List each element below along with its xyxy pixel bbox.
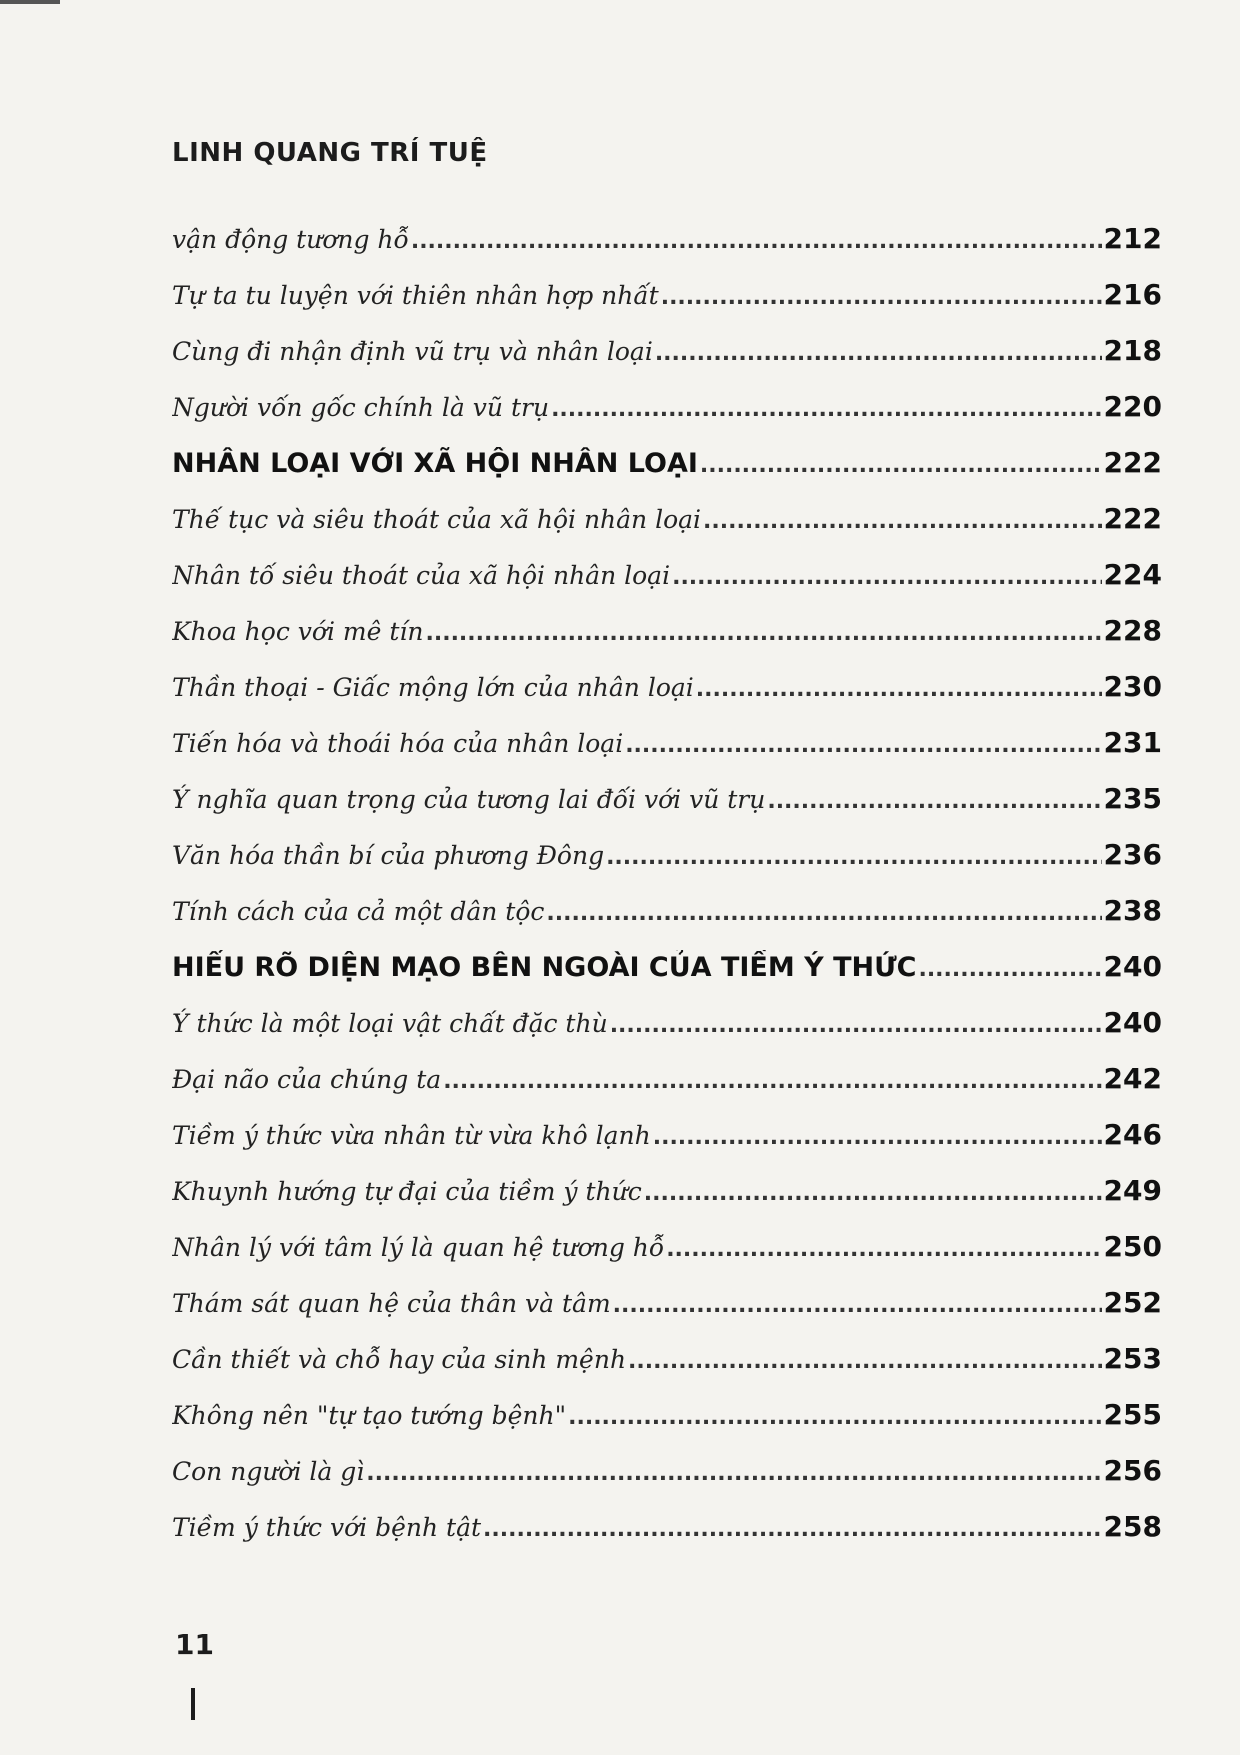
toc-entry-page: 240: [1103, 1006, 1162, 1039]
dot-leader: [918, 957, 1101, 982]
toc-entry-title: Ý thức là một loại vật chất đặc thù: [172, 1009, 608, 1038]
toc-entry-title: Người vốn gốc chính là vũ trụ: [172, 393, 550, 422]
toc-entry: [172, 1230, 1162, 1286]
toc-entry: [172, 1398, 1162, 1454]
dot-leader: [551, 397, 1101, 422]
toc-entry-title: Tiềm ý thức vừa nhân từ vừa khô lạnh: [172, 1121, 651, 1150]
toc-entry-title: Thế tục và siêu thoát của xã hội nhân loại: [172, 505, 702, 534]
toc-entry: [172, 1510, 1162, 1566]
toc-entry: [172, 502, 1162, 558]
toc-section-heading: [172, 446, 1162, 502]
toc-entry: [172, 1454, 1162, 1510]
dot-leader: [672, 565, 1101, 590]
page-number: 11: [175, 1628, 214, 1661]
toc-entry-page: 240: [1103, 950, 1162, 983]
toc-section-heading: [172, 950, 1162, 1006]
dot-leader: [568, 1405, 1101, 1430]
toc-entry: [172, 614, 1162, 670]
dot-leader: [443, 1069, 1101, 1094]
toc-entry-title: HIỂU RÕ DIỆN MẠO BÊN NGOÀI CỦA TIỀM Ý THỨC: [172, 952, 917, 983]
toc-entry-page: 224: [1103, 558, 1162, 591]
dot-leader: [767, 789, 1101, 814]
toc-entry-page: 252: [1103, 1286, 1162, 1319]
toc-entry-page: 255: [1103, 1398, 1162, 1431]
dot-leader: [628, 1349, 1102, 1374]
toc-entry: [172, 838, 1162, 894]
dot-leader: [610, 1013, 1102, 1038]
toc-entry-title: Ý nghĩa quan trọng của tương lai đối với vũ trụ: [172, 785, 766, 814]
toc-entry-page: 250: [1103, 1230, 1162, 1263]
toc-entry: [172, 1286, 1162, 1342]
toc-entry-title: Con người là gì: [172, 1457, 365, 1486]
dot-leader: [625, 733, 1101, 758]
toc-entry: [172, 1342, 1162, 1398]
toc-entry-title: NHÂN LOẠI VỚI XÃ HỘI NHÂN LOẠI: [172, 448, 698, 479]
toc-entry: [172, 278, 1162, 334]
toc-entry-page: 236: [1103, 838, 1162, 871]
dot-leader: [411, 229, 1102, 254]
toc-entry-page: 222: [1103, 446, 1162, 479]
toc-entry-title: Tiềm ý thức với bệnh tật: [172, 1513, 482, 1542]
toc-entry-page: 246: [1103, 1118, 1162, 1151]
toc-entry: [172, 894, 1162, 950]
toc-entry: [172, 670, 1162, 726]
toc-entry: [172, 1174, 1162, 1230]
toc-entry-title: Văn hóa thần bí của phương Đông: [172, 841, 605, 870]
toc-entry-page: 256: [1103, 1454, 1162, 1487]
toc-entry-title: Nhân tố siêu thoát của xã hội nhân loại: [172, 561, 671, 590]
toc-entry-page: 235: [1103, 782, 1162, 815]
toc-entry-title: Tính cách của cả một dân tộc: [172, 897, 545, 926]
margin-mark: [191, 1688, 195, 1720]
toc-entry-page: 231: [1103, 726, 1162, 759]
toc-entry-title: Tự ta tu luyện với thiên nhân hợp nhất: [172, 281, 659, 310]
toc-entry: [172, 222, 1162, 278]
dot-leader: [666, 1237, 1101, 1262]
toc-entry-page: 230: [1103, 670, 1162, 703]
toc-entry-page: 218: [1103, 334, 1162, 367]
scan-edge-mark: [0, 0, 60, 4]
toc-entry-title: Khoa học với mê tín: [172, 617, 424, 646]
toc-entry-page: 242: [1103, 1062, 1162, 1095]
toc-entry: [172, 390, 1162, 446]
toc-entry-page: 220: [1103, 390, 1162, 423]
dot-leader: [366, 1461, 1101, 1486]
toc-entry-page: 222: [1103, 502, 1162, 535]
dot-leader: [606, 845, 1101, 870]
toc-entry-page: 216: [1103, 278, 1162, 311]
toc-entry-title: vận động tương hỗ: [172, 225, 409, 254]
dot-leader: [653, 1125, 1102, 1150]
dot-leader: [426, 621, 1102, 646]
toc-entry-page: 258: [1103, 1510, 1162, 1543]
toc-entry-title: Khuynh hướng tự đại của tiềm ý thức: [172, 1177, 642, 1206]
toc-entry-title: Nhân lý với tâm lý là quan hệ tương hỗ: [172, 1233, 665, 1262]
toc-entry-page: 238: [1103, 894, 1162, 927]
toc-entry-page: 212: [1103, 222, 1162, 255]
dot-leader: [613, 1293, 1102, 1318]
toc-entry-title: Thần thoại - Giấc mộng lớn của nhân loại: [172, 673, 694, 702]
dot-leader: [546, 901, 1101, 926]
dot-leader: [483, 1517, 1102, 1542]
toc-entry-title: Cùng đi nhận định vũ trụ và nhân loại: [172, 337, 653, 366]
toc-entry-title: Tiến hóa và thoái hóa của nhân loại: [172, 729, 624, 758]
toc-entry-page: 249: [1103, 1174, 1162, 1207]
toc-entry: [172, 1118, 1162, 1174]
toc-entry-title: Không nên "tự tạo tướng bệnh": [172, 1401, 567, 1430]
toc-entry-title: Đại não của chúng ta: [172, 1065, 442, 1094]
toc-entry-title: Thám sát quan hệ của thân và tâm: [172, 1289, 611, 1318]
dot-leader: [661, 285, 1102, 310]
toc-entry-title: Cần thiết và chỗ hay của sinh mệnh: [172, 1345, 627, 1374]
dot-leader: [655, 341, 1102, 366]
toc-entry: [172, 782, 1162, 838]
toc-entry-page: 228: [1103, 614, 1162, 647]
toc-entry: [172, 1062, 1162, 1118]
toc-entry: [172, 334, 1162, 390]
toc-entry: [172, 726, 1162, 782]
toc-entry-page: 253: [1103, 1342, 1162, 1375]
table-of-contents: [172, 222, 1162, 1566]
toc-entry: [172, 558, 1162, 614]
dot-leader: [696, 677, 1102, 702]
dot-leader: [700, 453, 1102, 478]
running-header: LINH QUANG TRÍ TUỆ: [172, 138, 488, 168]
dot-leader: [644, 1181, 1102, 1206]
dot-leader: [703, 509, 1102, 534]
toc-entry: [172, 1006, 1162, 1062]
